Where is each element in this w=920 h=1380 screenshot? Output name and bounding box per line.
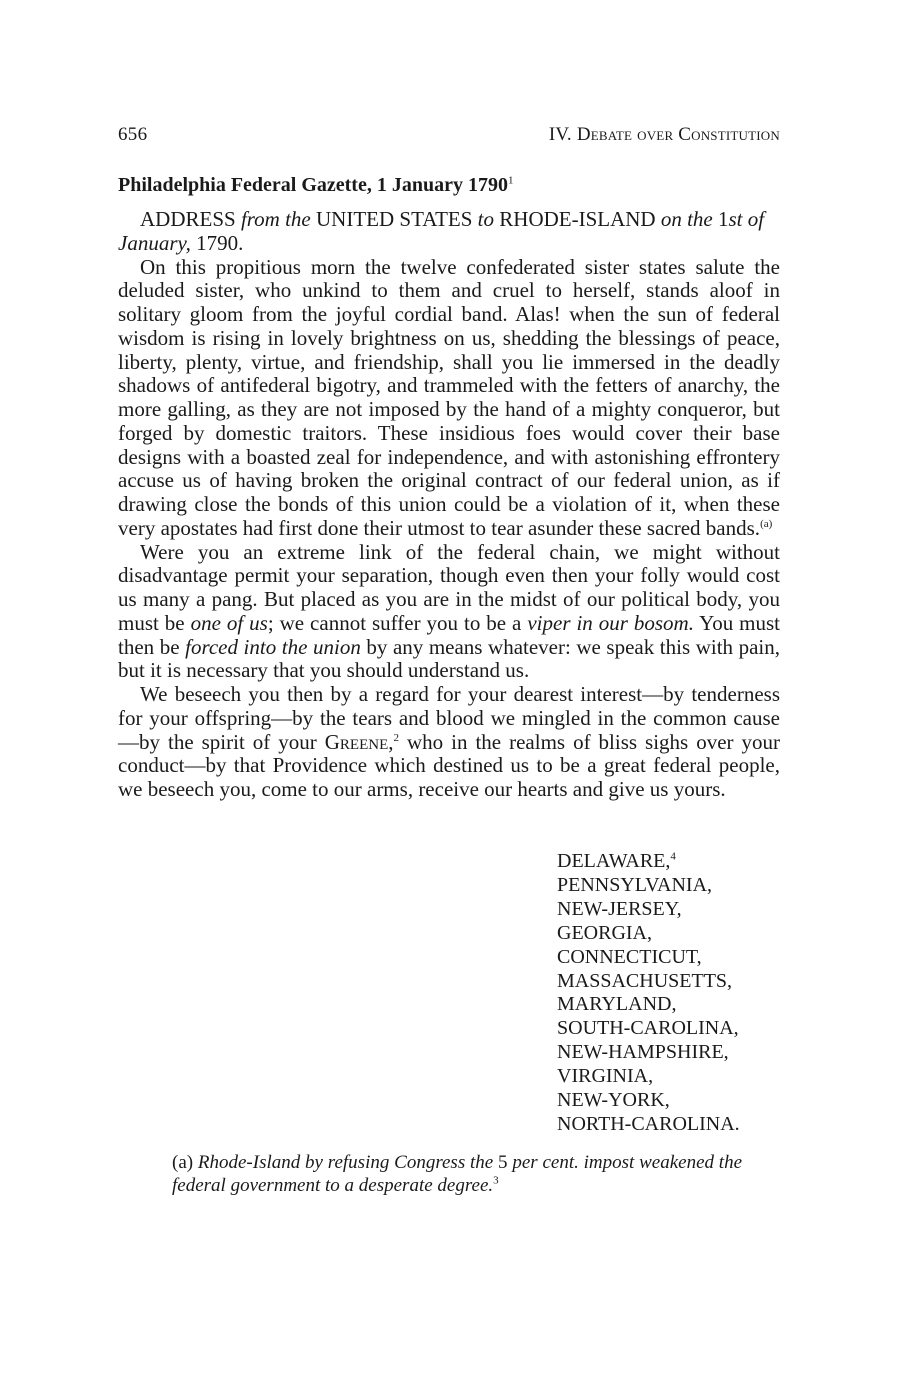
- paragraph-3-text: We beseech you then by a regard for your dearest interest—by tenderness for your offspring—by the tears and blood we mingled in the common cause—by the spirit of your: [118, 682, 780, 754]
- signatory: MASSACHUSETTS,: [557, 969, 733, 992]
- signatory: GEORGIA,: [557, 921, 652, 944]
- signatory: VIRGINIA,: [557, 1065, 654, 1088]
- body-text: [118, 208, 780, 802]
- address-text: RHODE-ISLAND: [494, 207, 661, 231]
- signatory: NEW-JERSEY,: [557, 897, 682, 920]
- signatory: NORTH-CAROLINA.: [557, 1112, 740, 1135]
- paragraph-1: [118, 256, 780, 541]
- footnote-ref-4: 4: [670, 850, 676, 863]
- signatories-list: [557, 850, 740, 1137]
- signatory: NEW-HAMPSHIRE,: [557, 1041, 729, 1064]
- signatory: SOUTH-CAROLINA,: [557, 1017, 739, 1040]
- signatory: PENNSYLVANIA,: [557, 873, 713, 896]
- footnote-ref-2: 2: [393, 731, 399, 744]
- address-text: from the: [240, 207, 311, 231]
- signatory: NEW-YORK,: [557, 1089, 670, 1112]
- paragraph-2-text: one of us: [190, 610, 268, 635]
- address-line: [118, 208, 780, 256]
- address-text: on the: [660, 207, 713, 231]
- paragraph-3: [118, 683, 780, 802]
- running-head: [549, 124, 780, 146]
- paragraph-3-text: Greene,: [324, 729, 394, 754]
- address-text: to: [477, 207, 495, 231]
- address-text: UNITED STATES: [310, 207, 478, 231]
- signatory: [557, 850, 740, 874]
- paragraph-2-text: You must then be: [118, 610, 780, 659]
- signatory: CONNECTICUT,: [557, 945, 702, 968]
- address-text: 1: [712, 207, 729, 231]
- footnote-text: (a): [172, 1152, 198, 1173]
- footnote-ref-a: (a): [760, 517, 773, 530]
- footnote-text: 5: [493, 1152, 513, 1173]
- footnote-ref-3: 3: [493, 1174, 499, 1187]
- paragraph-1-text: On this propitious morn the twelve confederated sister states salute the deluded sister, who unkind to them and cruel to herself, stands aloof in solitary gloom from the joyful cordial band. Alas! when the sun of federal wisdom is rising in lovely brightness on us, shedding the blessings of peace, liberty, plenty, virtue, and friendship, shall you lie immersed in the deadly shadows of antifederal bigotry, and trammeled with the fetters of anarchy, the more galling, as they are not imposed by the hand of a mighty conqueror, but forged by domestic traitors. These insidious foes would cover their base designs with a boasted zeal for independence, and with astonishing effrontery accuse us of having broken the original contract of our federal union, as if drawing close the bonds of this union could be a violation of it, when these very apostates had first done their utmost to tear asunder these sacred bands.: [118, 254, 780, 540]
- article-heading: [118, 174, 513, 197]
- paragraph-3-text: who in the realms of bliss sighs over your conduct—by that Providence which destined us to be a great federal people, we beseech you, come to our arms, receive our hearts and give us yours.: [118, 729, 781, 801]
- address-text: st of January,: [118, 207, 765, 255]
- footnote-text: per cent. impost weakened the federal government to a desperate degree.: [172, 1152, 743, 1196]
- running-head-prefix: IV.: [548, 124, 577, 145]
- paragraph-2-text: ; we cannot suffer you to be a: [267, 610, 528, 635]
- footnote-a: [172, 1151, 742, 1197]
- page-number: 656: [118, 124, 148, 145]
- address-text: 1790.: [190, 230, 244, 255]
- footnote-text: Rhode-Island by refusing Congress the: [197, 1152, 494, 1173]
- paragraph-2: [118, 541, 780, 684]
- running-head-title: Debate over Constitution: [576, 124, 780, 145]
- paragraph-2-text: by any means whatever: we speak this with pain, but it is necessary that you should understand us.: [118, 634, 781, 683]
- heading-footnote-ref: 1: [507, 174, 514, 187]
- article-heading-text: Philadelphia Federal Gazette, 1 January 1790: [118, 174, 508, 196]
- signatory: MARYLAND,: [557, 993, 677, 1016]
- paragraph-2-text: forced into the union: [185, 634, 361, 659]
- paragraph-2-text: viper in our bosom.: [527, 610, 694, 635]
- paragraph-2-text: Were you an extreme link of the federal chain, we might without disadvantage permit your separation, though even then your folly would cost us many a pang. But placed as you are in the midst of our political body, you must be: [118, 539, 780, 635]
- address-text: ADDRESS: [140, 207, 241, 231]
- signatory-name: DELAWARE,: [557, 850, 671, 872]
